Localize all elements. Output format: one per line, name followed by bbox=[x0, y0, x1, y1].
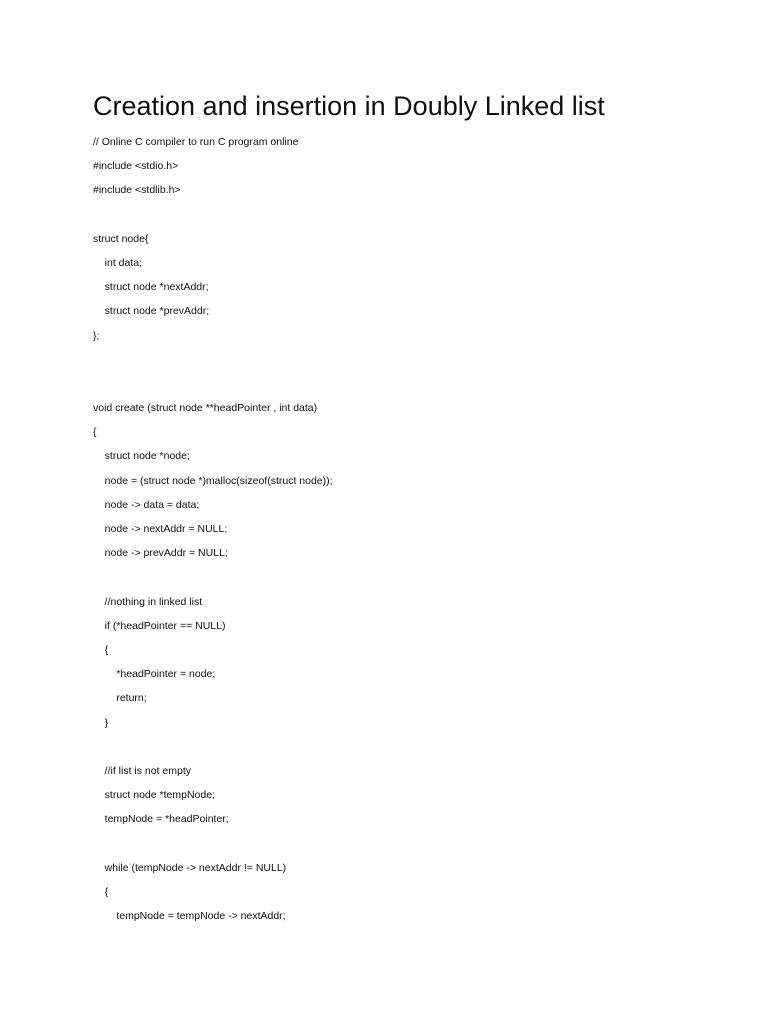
code-block bbox=[93, 133, 333, 931]
code-line: //nothing in linked list bbox=[93, 595, 203, 608]
code-line: struct node{ bbox=[93, 232, 149, 245]
code-line: #include <stdio.h> bbox=[93, 160, 179, 173]
code-line: }; bbox=[93, 329, 100, 342]
code-line: } bbox=[93, 716, 109, 729]
code-line: tempNode = tempNode -> nextAddr; bbox=[93, 910, 286, 922]
code-line bbox=[93, 738, 333, 762]
code-line bbox=[93, 206, 333, 230]
code-line: node -> nextAddr = NULL; bbox=[93, 523, 228, 535]
code-line: { bbox=[93, 643, 109, 656]
code-line: void create (struct node **headPointer , int data) bbox=[93, 402, 318, 415]
code-line: // Online C compiler to run C program online bbox=[93, 136, 299, 148]
code-line: { bbox=[93, 885, 109, 898]
code-line bbox=[93, 375, 333, 399]
code-line: struct node *tempNode; bbox=[93, 789, 215, 802]
code-line: struct node *node; bbox=[93, 450, 190, 463]
code-line: { bbox=[93, 426, 97, 439]
code-line: if (*headPointer == NULL) bbox=[93, 619, 226, 632]
code-line: node -> data = data; bbox=[93, 498, 200, 511]
code-line: node = (struct node *)malloc(sizeof(struct node)); bbox=[93, 474, 333, 487]
code-line: while (tempNode -> nextAddr != NULL) bbox=[93, 861, 287, 874]
code-line bbox=[93, 568, 333, 592]
document-title: Creation and insertion in Doubly Linked list bbox=[93, 91, 605, 121]
code-line: *headPointer = node; bbox=[93, 668, 216, 681]
code-line: struct node *prevAddr; bbox=[93, 305, 210, 318]
code-line: tempNode = *headPointer; bbox=[93, 813, 229, 826]
code-line: struct node *nextAddr; bbox=[93, 281, 209, 294]
code-line: node -> prevAddr = NULL; bbox=[93, 547, 228, 560]
code-line: int data; bbox=[93, 256, 143, 269]
code-line: //if list is not empty bbox=[93, 764, 192, 777]
code-line: return; bbox=[93, 692, 147, 705]
code-line: #include <stdlib.h> bbox=[93, 184, 181, 197]
code-line bbox=[93, 834, 333, 858]
code-line bbox=[93, 351, 333, 375]
